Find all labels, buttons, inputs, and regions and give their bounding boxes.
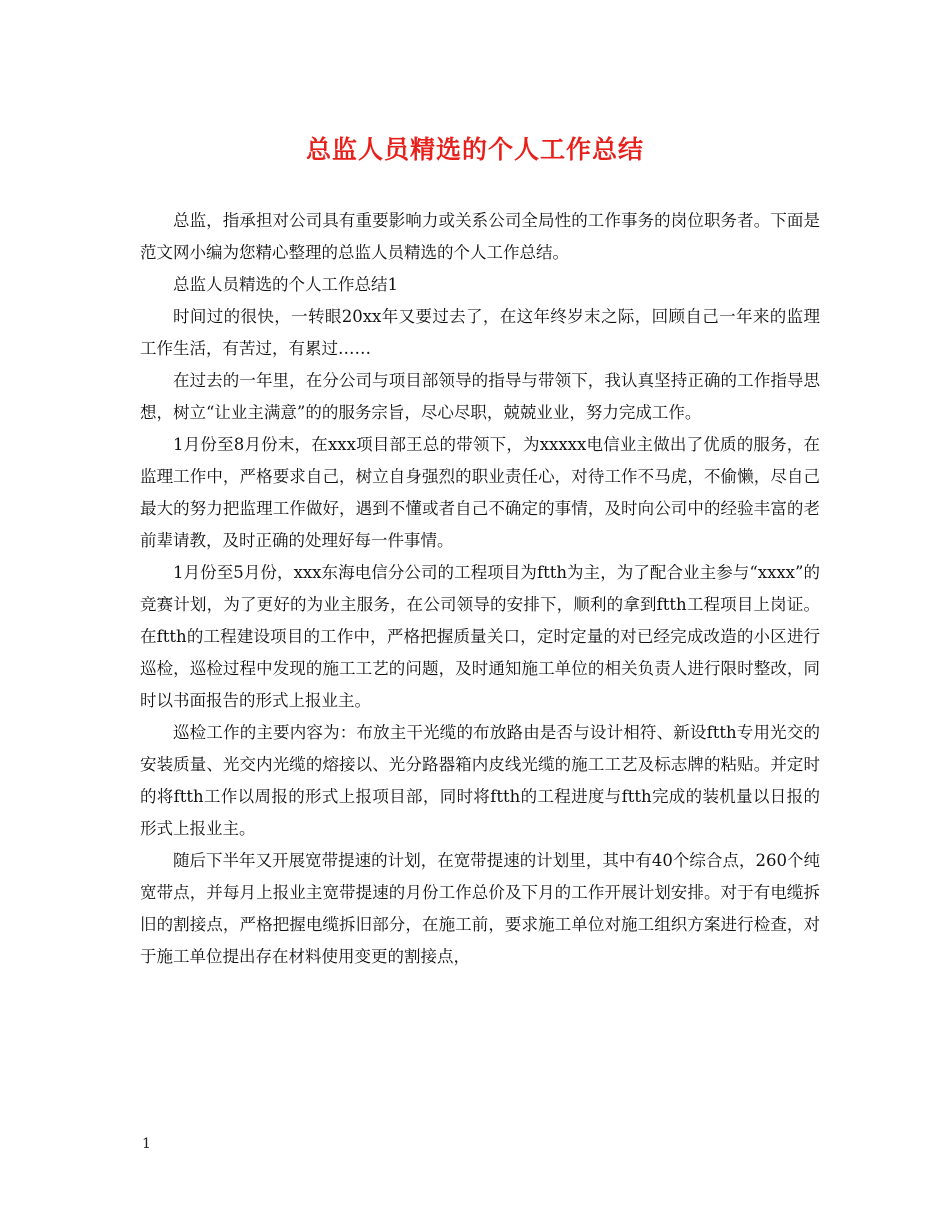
document-title: 总监人员精选的个人工作总结: [305, 135, 644, 164]
paragraph: 1月份至5月份，xxx东海电信分公司的工程项目为ftth为主，为了配合业主参与“xxxx”的竞赛计划，为了更好的为业主服务，在公司领导的安排下，顺利的拿到ftth工程项目上岗证。在ftth的工程建设项目的工作中，严格把握质量关口，定时定量的对已经完成改造的小区进行巡检，巡检过程中发现的施工工艺的问题，及时通知施工单位的相关负责人进行限时整改，同时以书面报告的形式上报业主。: [140, 563, 820, 710]
paragraph: 时间过的很快，一转眼20xx年又要过去了，在这年终岁末之际，回顾自己一年来的监理工作生活，有苦过，有累过……: [140, 307, 820, 358]
page-number: 1: [142, 1136, 151, 1152]
paragraph: 随后下半年又开展宽带提速的计划，在宽带提速的计划里，其中有40个综合点，260个纯宽带点，并每月上报业主宽带提速的月份工作总价及下月的工作开展计划安排。对于有电缆拆旧的割接点，严格把握电缆拆旧部分，在施工前，要求施工单位对施工组织方案进行检查，对于施工单位提出存在材料使用变更的割接点，: [140, 851, 820, 966]
paragraph: 巡检工作的主要内容为：布放主干光缆的布放路由是否与设计相符、新设ftth专用光交的安装质量、光交内光缆的熔接以、光分路器箱内皮线光缆的施工工艺及标志牌的粘贴。并定时的将ftth工作以周报的形式上报项目部，同时将ftth的工程进度与ftth完成的装机量以日报的形式上报业主。: [140, 723, 820, 838]
section-heading: 总监人员精选的个人工作总结1: [173, 275, 398, 294]
paragraph: 在过去的一年里，在分公司与项目部领导的指导与带领下，我认真坚持正确的工作指导思想，树立“让业主满意”的的服务宗旨，尽心尽职，兢兢业业，努力完成工作。: [140, 371, 820, 422]
paragraph-intro: 总监，指承担对公司具有重要影响力或关系公司全局性的工作事务的岗位职务者。下面是范文网小编为您精心整理的总监人员精选的个人工作总结。: [140, 211, 820, 262]
document-body: [140, 205, 820, 973]
paragraph: 1月份至8月份末，在xxx项目部王总的带领下，为xxxxx电信业主做出了优质的服务，在监理工作中，严格要求自己，树立自身强烈的职业责任心，对待工作不马虎，不偷懒，尽自己最大的努力把监理工作做好，遇到不懂或者自己不确定的事情，及时向公司中的经验丰富的老前辈请教，及时正确的处理好每一件事情。: [140, 435, 820, 550]
